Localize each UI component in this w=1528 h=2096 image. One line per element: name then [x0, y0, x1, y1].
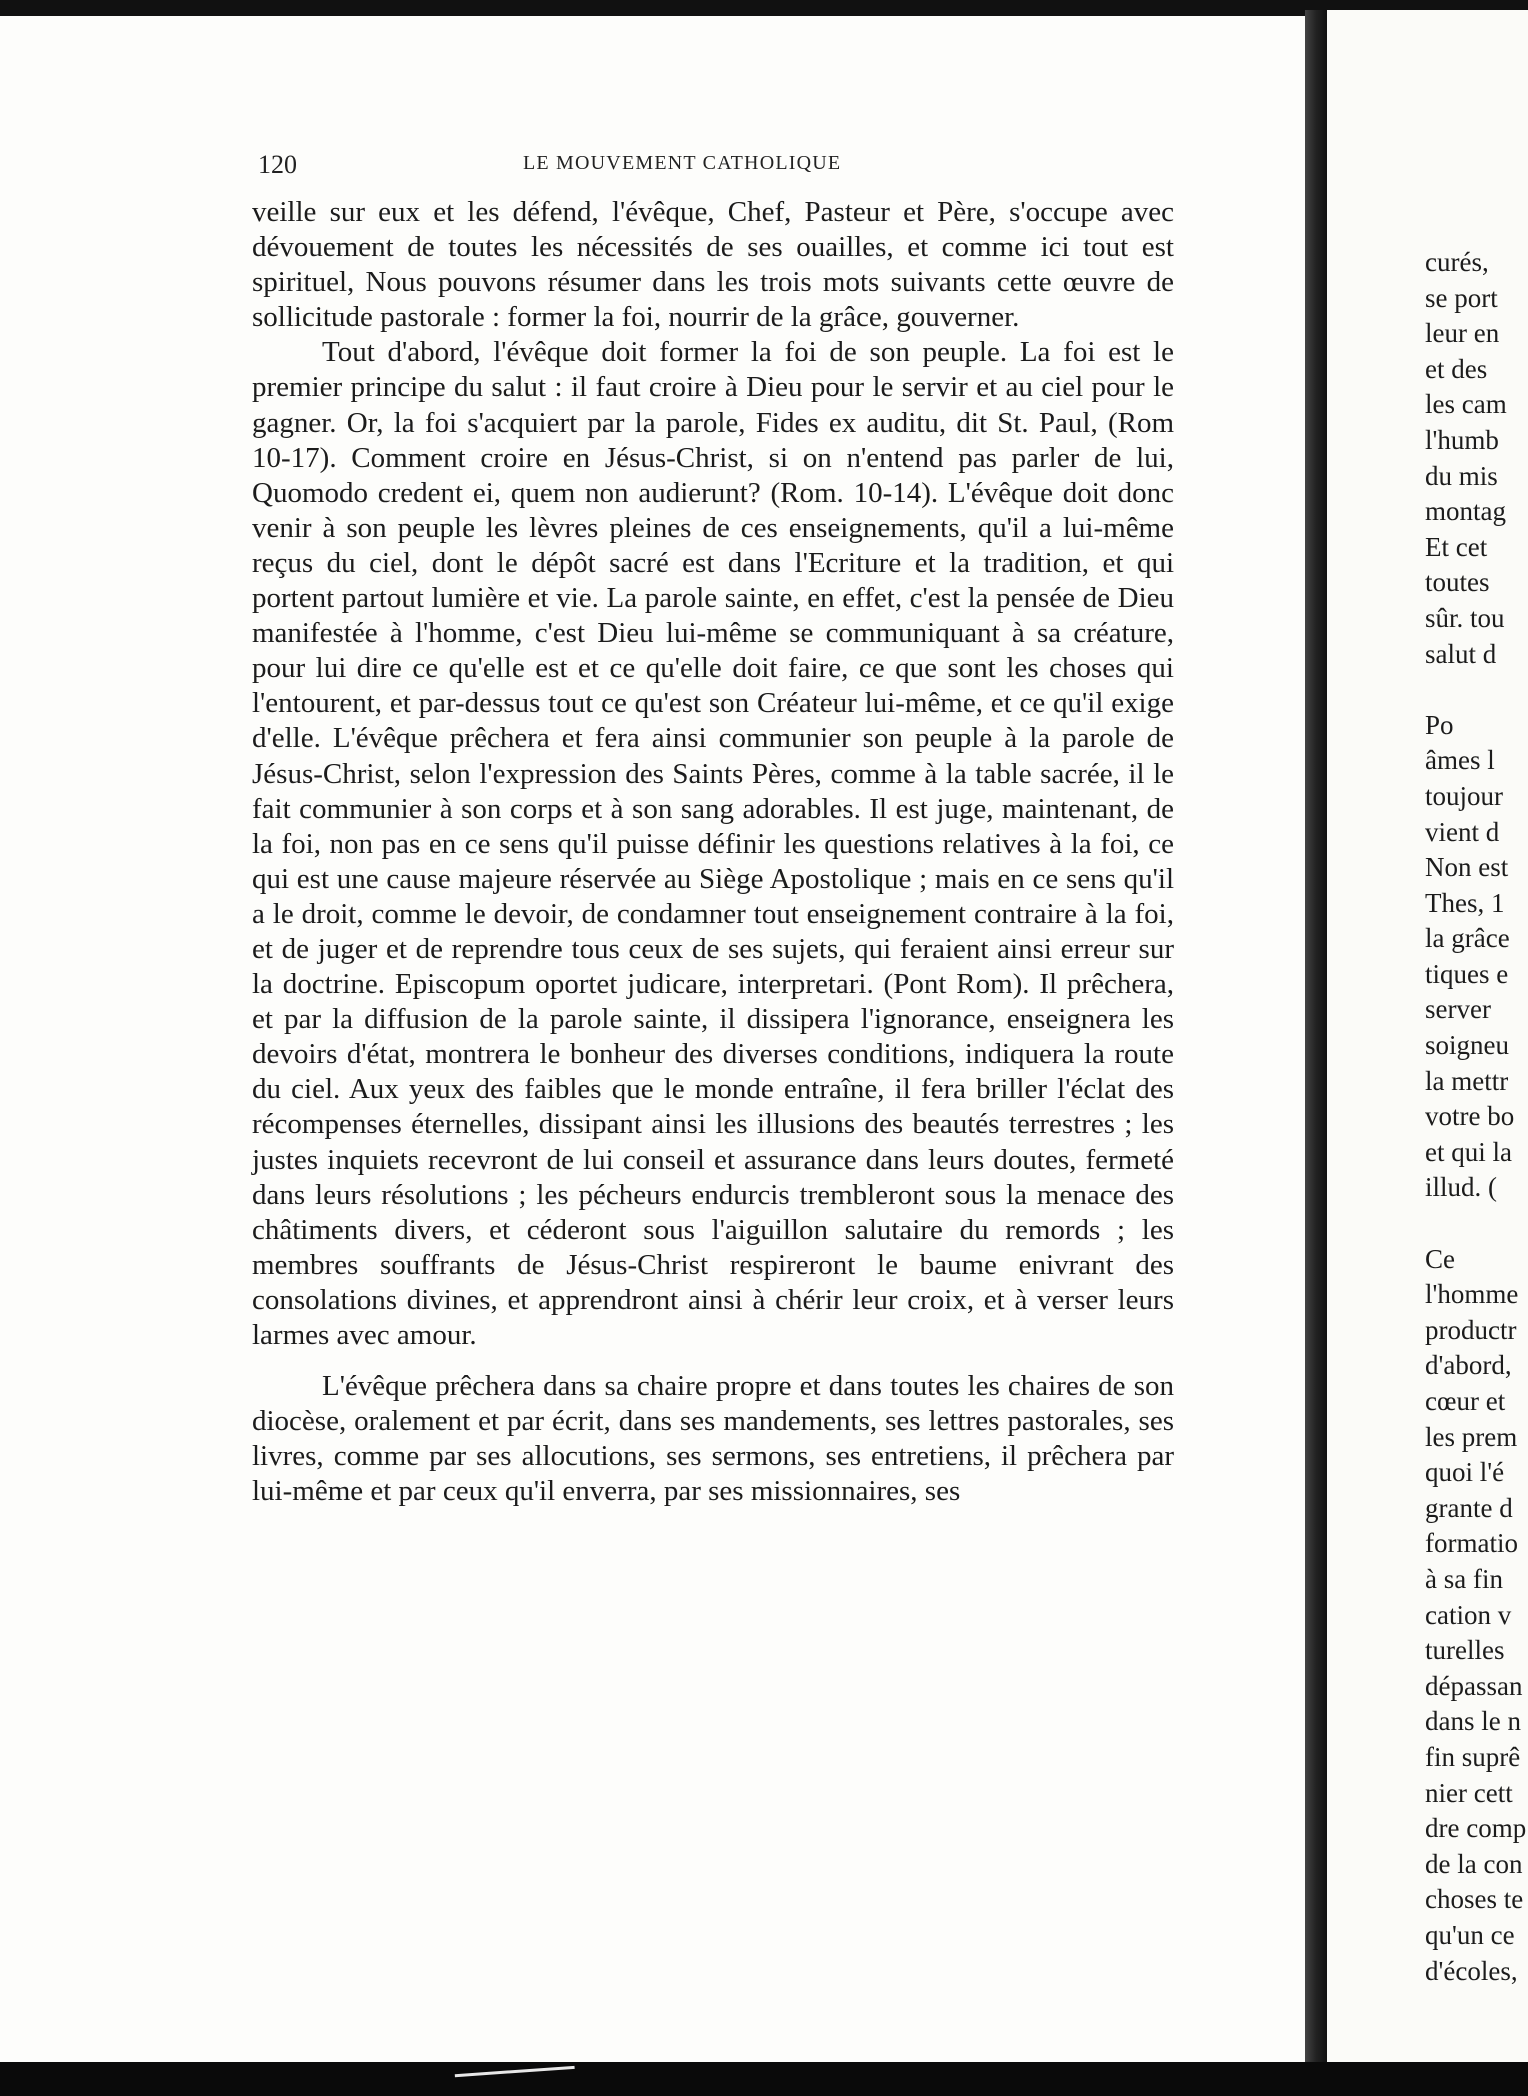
facing-page-line: tiques e: [1425, 958, 1509, 989]
facing-page-line: salut d: [1425, 638, 1497, 669]
facing-page-line: à sa fin: [1425, 1563, 1503, 1594]
facing-page-line: la grâce: [1425, 923, 1510, 954]
facing-page-line: dre comp: [1425, 1813, 1527, 1844]
facing-page-line: productr: [1425, 1314, 1517, 1345]
facing-page-line: et qui la: [1425, 1136, 1512, 1167]
facing-page-line: Po: [1425, 709, 1454, 740]
facing-page-line: curés,: [1425, 247, 1489, 277]
facing-page-line: d'abord,: [1425, 1350, 1512, 1381]
facing-page-line: vient d: [1425, 816, 1500, 847]
facing-page-line: soigneu: [1425, 1030, 1509, 1061]
facing-page-line: formatio: [1425, 1528, 1518, 1559]
facing-page-line: l'humb: [1425, 424, 1499, 455]
facing-page-line: cœur et: [1425, 1386, 1506, 1416]
facing-page-line: votre bo: [1425, 1101, 1515, 1132]
paragraph-faith: Tout d'abord, l'évêque doit former la foi de son peuple. La foi est le premier principe du salut : il faut croire à Dieu pour le servir et au ciel pour le gagner. Or, la foi s'acquiert par la parole, Fides ex auditu, dit St. Paul, (Rom 10-17). Comment croire en Jésus-Christ, si on n'entend pas parler de lui, Quomodo credent ei, quem non audierunt? (Rom. 10-14). L'évêque doit donc venir à son peuple les lèvres pleines de ces enseignements, qu'il a lui-même reçus du ciel, dont le dépôt sacré est dans l'Ecriture et la tradition, et qui portent partout lumière et vie. La parole sainte, en effet, c'est la pensée de Dieu manifestée à l'homme, c'est Dieu lui-même se communiquant à sa créature, pour lui dire ce qu'elle est et ce qu'elle doit faire, ce que sont les choses qui l'entourent, et par-dessus tout ce qu'est son Créateur lui-même, et ce qu'il exige d'elle. L'évêque prêchera et fera ainsi communier son peuple à la parole de Jésus-Christ, selon l'expression des Saints Pères, comme à la table sacrée, il le fait communier à son corps et à son sang adorables. Il est juge, maintenant, de la foi, non pas en ce sens qu'il puisse définir les questions relatives à la foi, ce qui est une cause majeure réservée au Siège Apostolique ; mais en ce sens qu'il a le droit, comme le devoir, de condamner tout enseignement contraire à la foi, et de juger et de reprendre tous ceux de ses sujets, qui feraient ainsi erreur sur la doctrine. Episcopum oportet judicare, interpretari. (Pont Rom). Il prêchera, et par la diffusion de la parole sainte, il dissipera l'ignorance, enseignera les devoirs d'état, montrera le bonheur des diverses conditions, indiquera la route du ciel. Aux yeux des faibles que le monde entraîne, il fera briller l'éclat des récompenses éternelles, dissipant ainsi les illusions des beautés terrestres ; les justes inquiets recevront de lui conseil et assurance dans leurs doutes, fermeté dans leurs résolutions ; les pécheurs endurcis trembleront sous la menace des châtiments divers, et céderont sous l'aiguillon salutaire du remords ; les membres souffrants de Jésus-Christ respireront le baume enivrant des consolations divines, et apprendront ainsi à chérir leur croix, et à verser leurs larmes avec amour.: [252, 336, 1174, 1351]
facing-page-line: qu'un ce: [1425, 1919, 1515, 1950]
facing-page-line: quoi l'é: [1425, 1457, 1505, 1488]
facing-page-line: les prem: [1425, 1421, 1518, 1452]
page-header: [258, 150, 1170, 180]
facing-page-line: illud. (: [1425, 1172, 1497, 1203]
book-gutter: [1305, 10, 1327, 2062]
facing-page-line: dépassan: [1425, 1670, 1523, 1701]
facing-page-line: de la con: [1425, 1848, 1523, 1879]
paragraph-continued: veille sur eux et les défend, l'évêque, Chef, Pasteur et Père, s'occupe avec dévouement de toutes les nécessités de ses ouailles, et comme ici tout est spirituel, Nous pouvons résumer dans les trois mots suivants cette œuvre de sollicitude pastorale : former la foi, nourrir de la grâce, gouverner.: [252, 196, 1174, 334]
facing-page-line: Et cet: [1425, 531, 1488, 562]
facing-page-line: server: [1425, 994, 1491, 1025]
facing-page-line: l'homme: [1425, 1279, 1519, 1310]
facing-page-line: la mettr: [1425, 1065, 1509, 1096]
facing-page-line: nier cett: [1425, 1777, 1513, 1808]
facing-page-line: toujour: [1425, 780, 1503, 811]
facing-page-line: les cam: [1425, 389, 1507, 420]
facing-page-line: d'écoles,: [1425, 1955, 1518, 1986]
facing-page-line: [1425, 1206, 1528, 1242]
facing-page-line: du mis: [1425, 460, 1498, 491]
facing-page-text: [1425, 245, 1528, 1989]
facing-page-line: dans le n: [1425, 1706, 1521, 1737]
facing-page-line: [1425, 672, 1528, 708]
running-head: LE MOUVEMENT CATHOLIQUE: [523, 152, 842, 174]
facing-page-line: toutes: [1425, 567, 1490, 598]
facing-page-line: Non est: [1425, 852, 1509, 883]
scan-top-border: [0, 0, 1528, 16]
facing-page-line: turelles: [1425, 1635, 1505, 1666]
scan-bottom-border: [0, 2062, 1528, 2096]
facing-page-line: fin suprê: [1425, 1741, 1521, 1772]
facing-page-line: grante d: [1425, 1492, 1513, 1523]
facing-page-line: leur en: [1425, 318, 1500, 349]
facing-page-line: sûr. tou: [1425, 602, 1505, 633]
facing-page-line: âmes l: [1425, 745, 1495, 776]
page-number: 120: [258, 150, 297, 179]
facing-page-line: cation v: [1425, 1599, 1512, 1630]
facing-page-line: choses te: [1425, 1884, 1524, 1915]
paragraph-preaching: L'évêque prêchera dans sa chaire propre et dans toutes les chaires de son diocèse, oralement et par écrit, dans ses mandements, ses lettres pastorales, ses livres, comme par ses allocutions, ses sermons, ses entretiens, il prêchera par lui-même et par ceux qu'il enverra, par ses missionnaires, ses: [252, 1370, 1174, 1508]
facing-page-line: montag: [1425, 496, 1506, 527]
facing-page-line: et des: [1425, 353, 1488, 384]
facing-page-line: Thes, 1: [1425, 887, 1505, 918]
facing-page-line: se port: [1425, 282, 1498, 313]
facing-page-line: Ce: [1425, 1243, 1455, 1274]
body-text: [252, 195, 1174, 1509]
